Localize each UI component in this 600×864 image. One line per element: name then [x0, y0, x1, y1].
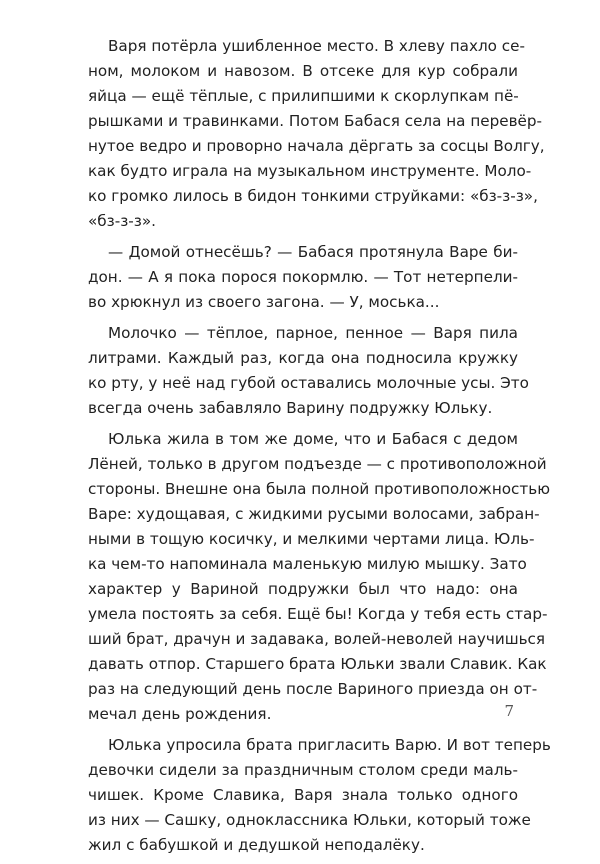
- text-line: стороны. Внешне она была полной противоположностью: [88, 480, 550, 498]
- text-line: как будто играла на музыкальном инструменте. Моло-: [88, 162, 532, 180]
- text-line: ший брат, драчун и задавака, волей-неволей научишься: [88, 630, 546, 648]
- text-line: раз на следующий день после Вариного приезда он от-: [88, 680, 538, 698]
- text-line: ка чем-то напоминала маленькую милую мышку. Зато: [88, 555, 527, 573]
- text-line: нутое ведро и проворно начала дёргать за сосцы Волгу,: [88, 137, 545, 155]
- text-line: ко рту, у неё над губой оставались молочные усы. Это: [88, 374, 529, 392]
- body-text: [88, 34, 551, 864]
- text-line: рышками и травинками. Потом Бабася села на перевёр-: [88, 112, 542, 130]
- paragraph-4: [88, 427, 550, 727]
- text-line: Варя потёрла ушибленное место. В хлеву пахло се-: [108, 37, 525, 55]
- text-line: литрами. Каждый раз, когда она подносила кружку: [88, 349, 518, 367]
- text-line: ном, молоком и навозом. В отсеке для кур собрали: [88, 62, 518, 80]
- text-line: ными в тощую косичку, и мелкими чертами лица. Юль-: [88, 530, 535, 548]
- page-number: 7: [504, 702, 514, 720]
- text-line: давать отпор. Старшего брата Юльки звали Славик. Как: [88, 655, 547, 673]
- text-line: во хрюкнул из своего загона. — У, моська...: [88, 293, 440, 311]
- text-line: дон. — А я пока порося покормлю. — Тот нетерпели-: [88, 268, 518, 286]
- text-line: из них — Сашку, одноклассника Юльки, который тоже: [88, 811, 531, 829]
- text-line: «бз-з-з».: [88, 212, 156, 230]
- text-line: умела постоять за себя. Ещё бы! Когда у тебя есть стар-: [88, 605, 548, 623]
- text-line: чишек. Кроме Славика, Варя знала только одного: [88, 786, 518, 804]
- text-line: всегда очень забавляло Варину подружку Юльку.: [88, 399, 493, 417]
- paragraph-5: [88, 733, 551, 858]
- paragraph-2: [88, 240, 518, 315]
- text-line: Лёней, только в другом подъезде — с противоположной: [88, 455, 547, 473]
- text-line: Молочко — тёплое, парное, пенное — Варя пила: [108, 324, 518, 342]
- paragraph-1: [88, 34, 545, 234]
- text-line: характер у Вариной подружки был что надо: она: [88, 580, 518, 598]
- text-line: — Домой отнесёшь? — Бабася протянула Варе би-: [108, 243, 518, 261]
- text-line: девочки сидели за праздничным столом среди маль-: [88, 761, 518, 779]
- text-line: мечал день рождения.: [88, 705, 272, 723]
- text-line: Юлька упросила брата пригласить Варю. И вот теперь: [108, 736, 551, 754]
- text-line: яйца — ещё тёплые, с прилипшими к скорлупкам пё-: [88, 87, 519, 105]
- text-line: ко громко лилось в бидон тонкими струйками: «бз-з-з»,: [88, 187, 538, 205]
- text-line: Варе: худощавая, с жидкими русыми волосами, забран-: [88, 505, 540, 523]
- text-line: Юлька жила в том же доме, что и Бабася с дедом: [108, 430, 518, 448]
- paragraph-3: [88, 321, 529, 421]
- text-line: жил с бабушкой и дедушкой неподалёку.: [88, 836, 425, 854]
